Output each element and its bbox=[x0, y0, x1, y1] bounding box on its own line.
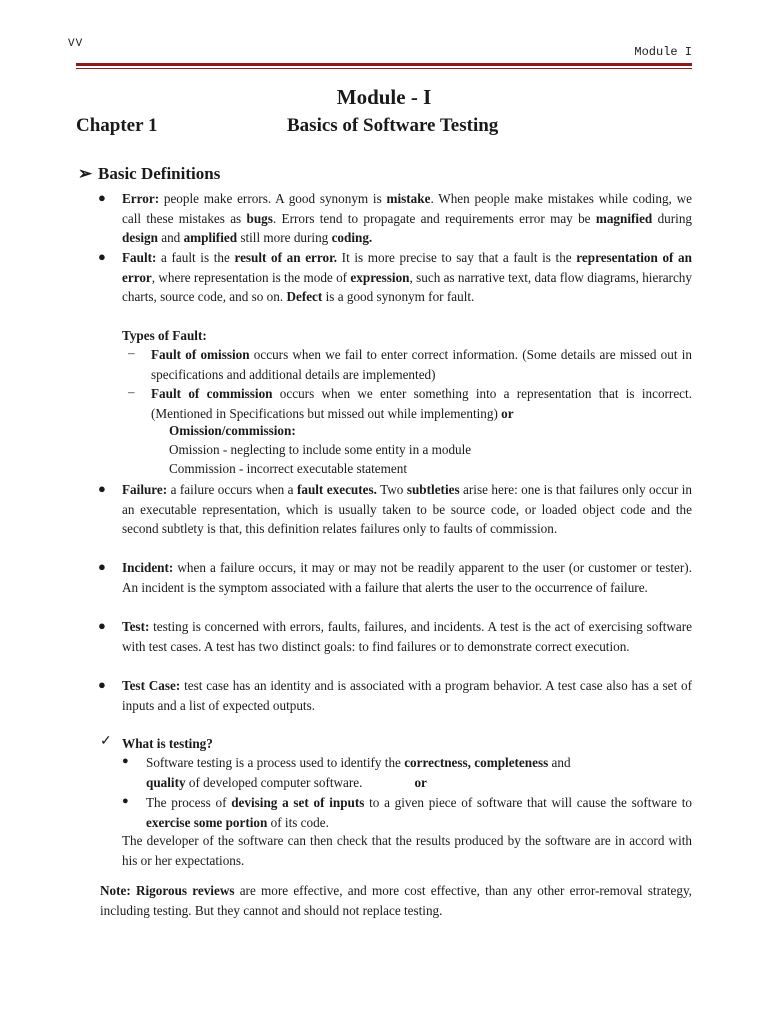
omission-line: Omission - neglecting to include some entity in a module bbox=[169, 442, 472, 457]
definition-test-case: Test Case: test case has an identity and is associated with a program behavior. A test case also has a set of inputs and a list of expected outputs. bbox=[122, 678, 692, 713]
bullet-dot-icon: ● bbox=[98, 559, 106, 574]
types-of-fault-heading: Types of Fault: bbox=[122, 328, 207, 343]
testing-paragraph: The developer of the software can then check that the results produced by the software are in accord with his or her expectations. bbox=[122, 833, 692, 868]
header-rule-thick bbox=[76, 63, 692, 66]
definition-test: Test: testing is concerned with errors, faults, failures, and incidents. A test is the act of exercising software with test cases. A test has two distinct goals: to find failures or to demonstrate correct execution. bbox=[122, 619, 692, 654]
definition-incident: Incident: when a failure occurs, it may or may not be readily apparent to the user (or customer or tester). An incident is the symptom associated with a failure that alerts the user to the occurrence of failure. bbox=[122, 560, 692, 595]
note-paragraph: Note: Rigorous reviews are more effective, and more cost effective, than any other error-removal strategy, including testing. But they cannot and should not replace testing. bbox=[100, 883, 692, 918]
header-rule-thin bbox=[76, 68, 692, 69]
dash-bullet-icon: – bbox=[128, 345, 135, 360]
section-title: Basic Definitions bbox=[98, 164, 221, 183]
chapter-title: Basics of Software Testing bbox=[287, 115, 499, 136]
definition-error: Error: people make errors. A good synonym is mistake. When people make mistakes while coding, we call these mistakes as bugs. Errors tend to propagate and requirements error may be magnified during design and amplified still more during coding. bbox=[122, 191, 693, 245]
definition-failure: Failure: a failure occurs when a fault executes. Two subtleties arise here: one is that failures only occur in an executable representation, which is usually taken to be source code, or loaded object code and the second subtlety is that, this definition relates failures only to faults of commission. bbox=[122, 482, 692, 536]
definition-fault: Fault: a fault is the result of an error. It is more precise to say that a fault is the representation of an error, where representation is the mode of expression, such as narrative text, data flow diagrams, hierarchy charts, source code, and so on. Defect is a good synonym for fault. bbox=[122, 250, 692, 304]
bullet-dot-icon: ● bbox=[98, 481, 106, 496]
section-heading bbox=[78, 164, 220, 184]
fault-of-commission: Fault of commission occurs when we enter something into a representation that is incorrect. (Mentioned in Specifications but missed out while implementing) or bbox=[151, 386, 692, 421]
omission-commission-title: Omission/commission: bbox=[169, 423, 296, 438]
what-is-testing-heading: What is testing? bbox=[122, 736, 213, 751]
bullet-dot-icon: ● bbox=[98, 677, 106, 692]
commission-line: Commission - incorrect executable statement bbox=[169, 461, 408, 476]
testing-definition-1: Software testing is a process used to identify the correctness, completeness and quality of developed computer software. or bbox=[146, 755, 571, 790]
dash-bullet-icon: – bbox=[128, 384, 135, 399]
testing-definition-2: The process of devising a set of inputs to a given piece of software that will cause the software to exercise some portion of its code. bbox=[146, 795, 692, 830]
chapter-label: Chapter 1 bbox=[76, 115, 158, 136]
module-title: Module - I bbox=[336, 85, 432, 109]
header-left-text: VV bbox=[68, 38, 84, 50]
checkmark-icon: ✓ bbox=[100, 734, 112, 749]
bullet-dot-icon: ● bbox=[122, 755, 129, 767]
bullet-dot-icon: ● bbox=[98, 249, 106, 264]
bullet-dot-icon: ● bbox=[98, 618, 106, 633]
bullet-dot-icon: ● bbox=[98, 190, 106, 205]
bullet-dot-icon: ● bbox=[122, 795, 129, 807]
header-right-text: Module I bbox=[634, 45, 692, 59]
fault-of-omission: Fault of omission occurs when we fail to enter correct information. (Some details are missed out in specifications and additional details are implemented) bbox=[151, 347, 692, 382]
arrow-bullet-icon: ➢ bbox=[78, 164, 93, 183]
